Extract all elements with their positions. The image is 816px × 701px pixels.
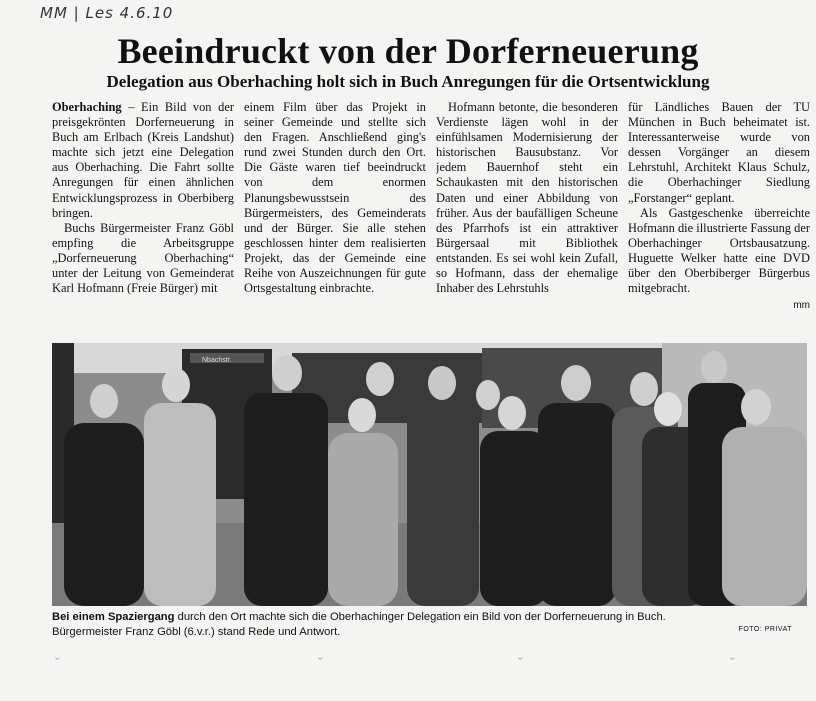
- punch-mark-icon: ˇ: [318, 656, 323, 671]
- paragraph: einem Film über das Projekt in seiner Gemeinde und stellte sich den Fragen. Anschließend ging's rund zwei Stunden durch den Ort. Die Gäste waren tief beeindruckt von dem enormen Planungsbewusstsein des Bürgermeisters, des Gemeinderats und der Bürger. Sie alle stehen geschlossen hinter dem realisierten Projekt, das der Gemeinde eine Reihe von Auszeichnungen für gute Ortsgestaltung einbrachte.: [244, 100, 426, 296]
- column-2: [244, 100, 426, 332]
- article-body: [52, 100, 812, 332]
- street-sign: Nbachstr.: [202, 357, 232, 364]
- paragraph: Hofmann betonte, die besonderen Verdienste lägen wohl in der einfühlsamen Modernisierung der historischen Bausubstanz. Vor jedem Bauernhof steht ein Schaukasten mit den historischen Daten und einer Abbildung von früher. Aus der baufälligen Scheune des Pfarrhofs ist ein attraktiver Bürgersaal mit Bibliothek entstanden. Es sei wohl kein Zufall, so Hofmann, dass der ehemalige Inhaber des Lehrstuhls: [436, 100, 618, 296]
- paragraph: – Ein Bild von der preisgekrönten Dorferneuerung in Buch am Erlbach (Kreis Landshut) machte sich jetzt eine Delegation aus Oberhaching. Die Fahrt sollte Anregungen für einen ähnlichen Entwicklungsprozess in Oberbiberg bringen.: [52, 100, 234, 220]
- column-1: [52, 100, 234, 332]
- column-3: [436, 100, 618, 332]
- punch-mark-icon: ˇ: [518, 656, 523, 671]
- group-photo: [52, 343, 807, 606]
- caption-lead: Bei einem Spaziergang: [52, 611, 175, 623]
- article-subheadline: Delegation aus Oberhaching holt sich in Buch Anregungen für die Ortsentwicklung: [106, 72, 710, 91]
- punch-mark-icon: ˇ: [55, 656, 60, 671]
- column-4: [628, 100, 810, 332]
- group-photo-illustration: [52, 343, 807, 606]
- caption-text: durch den Ort machte sich die Oberhachinger Delegation ein Bild von der Dorferneuerung in Buch.: [174, 611, 666, 623]
- author-initials: mm: [793, 300, 810, 312]
- photo-caption: [52, 610, 812, 640]
- article-headline: Beeindruckt von der Dorferneuerung: [117, 31, 699, 71]
- paragraph: Als Gastgeschenke überreichte Hofmann die illustrierte Fassung der Oberhachinger Ortsbausatzung. Huguette Welker hatte eine DVD über den Oberbiberger Bürgerbus mitgebracht.: [628, 205, 810, 296]
- paragraph: Buchs Bürgermeister Franz Göbl empfing die Arbeitsgruppe „Dorferneuerung Oberhaching“ unter der Leitung von Gemeinderat Karl Hofmann (Freie Bürger) mit: [52, 220, 234, 296]
- caption-text-line-2: Bürgermeister Franz Göbl (6.v.r.) stand Rede und Antwort.: [52, 626, 341, 638]
- punch-mark-icon: ˇ: [730, 656, 735, 671]
- photo-credit: FOTO: PRIVAT: [738, 626, 792, 633]
- handwritten-date-note: MM | Les 4.6.10: [40, 4, 174, 22]
- dateline: Oberhaching: [52, 100, 122, 114]
- paragraph: für Ländliches Bauen der TU München in Buch beheimatet ist. Interessanterweise wurde von dessen Vorgänger an diesem Lehrstuhl, Architekt Klaus Schulz, die Oberhachinger Siedlung „Forstanger“ geplant.: [628, 100, 810, 205]
